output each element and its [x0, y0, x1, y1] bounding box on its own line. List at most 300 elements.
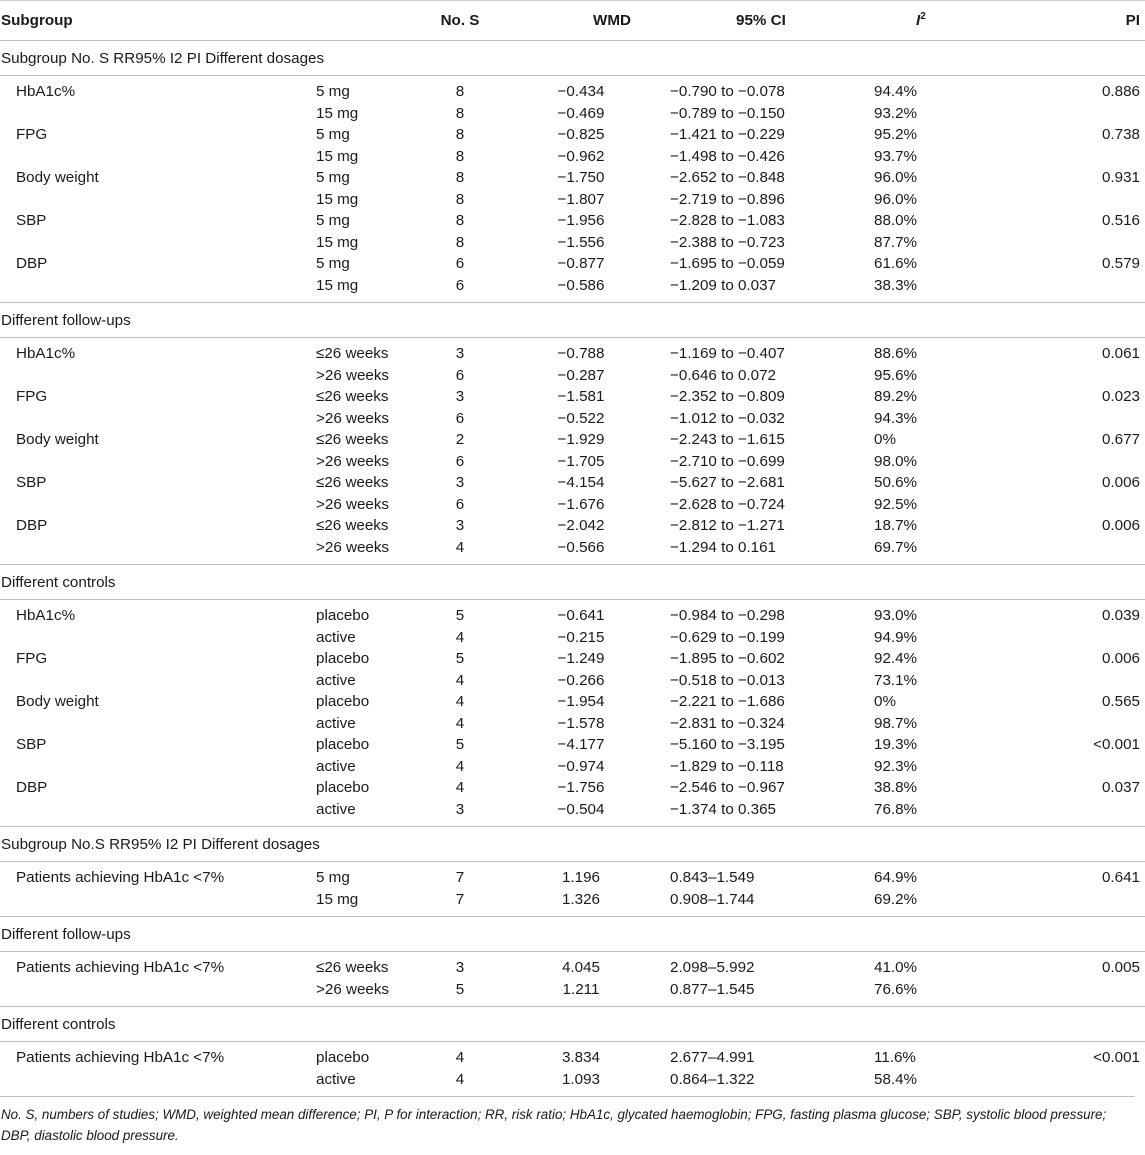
table-row: [0, 429, 1145, 451]
subgroup-level: 15 mg: [316, 147, 359, 165]
number-of-studies: 4: [455, 628, 465, 646]
p-interaction-value: 0.061: [1101, 345, 1140, 362]
subgroup-level: active: [316, 800, 356, 818]
p-interaction-value: 0.005: [1101, 959, 1140, 976]
number-of-studies: 4: [455, 714, 465, 732]
table-row: [0, 952, 1145, 979]
wmd-value: −2.042: [557, 517, 605, 534]
number-of-studies: 2: [455, 431, 465, 448]
outcome-label: [0, 756, 300, 778]
confidence-interval: −2.388 to −0.723: [670, 233, 785, 251]
p-interaction-value: 0.641: [1101, 869, 1140, 886]
subgroup-level: ≤26 weeks: [316, 517, 389, 534]
i-squared-value: 0%: [874, 693, 896, 710]
p-interaction-value: [995, 889, 1145, 917]
wmd-value: −1.807: [557, 190, 605, 208]
section-title: Subgroup No. S RR95% I2 PI Different dosages: [0, 41, 1145, 76]
p-interaction-value: [995, 408, 1145, 430]
wmd-value: −1.581: [557, 388, 605, 405]
p-interaction-value: [995, 1069, 1145, 1097]
number-of-studies: 4: [455, 671, 465, 689]
wmd-value: 1.093: [561, 1070, 600, 1088]
i-squared-value: 38.8%: [874, 779, 918, 796]
table-row: [0, 124, 1145, 146]
section-header-row: [0, 303, 1145, 338]
wmd-value: −0.586: [557, 276, 605, 294]
p-interaction-value: 0.037: [1101, 779, 1140, 796]
number-of-studies: 8: [455, 104, 465, 122]
confidence-interval: −0.790 to −0.078: [670, 83, 785, 100]
p-interaction-value: [995, 103, 1145, 125]
section-header-row: [0, 41, 1145, 76]
confidence-interval: −0.629 to −0.199: [670, 628, 785, 646]
confidence-interval: −2.719 to −0.896: [670, 190, 785, 208]
number-of-studies: 4: [455, 779, 465, 796]
confidence-interval: −2.831 to −0.324: [670, 714, 785, 732]
subgroup-level: 5 mg: [316, 869, 350, 886]
number-of-studies: 5: [455, 650, 465, 667]
i-squared-value: 94.3%: [874, 409, 918, 427]
subgroup-level: >26 weeks: [316, 538, 390, 556]
table-row: [0, 734, 1145, 756]
subgroup-level: active: [316, 1070, 356, 1088]
wmd-value: −1.705: [557, 452, 605, 470]
p-interaction-value: 0.579: [1101, 255, 1140, 272]
subgroup-level: placebo: [316, 736, 370, 753]
table-row: [0, 691, 1145, 713]
outcome-label: SBP: [16, 736, 47, 753]
number-of-studies: 4: [455, 757, 465, 775]
table-row: [0, 862, 1145, 889]
section-header-row: [0, 565, 1145, 600]
table-row: [0, 1042, 1145, 1069]
table-row: [0, 386, 1145, 408]
outcome-label: Patients achieving HbA1c <7%: [16, 959, 225, 976]
section-header-row: [0, 827, 1145, 862]
i-squared-value: 88.0%: [874, 212, 918, 229]
outcome-label: SBP: [16, 474, 47, 491]
wmd-value: −4.177: [557, 736, 605, 753]
confidence-interval: 0.877–1.545: [670, 980, 755, 998]
i-squared-value: 96.0%: [874, 190, 918, 208]
subgroup-level: active: [316, 628, 356, 646]
confidence-interval: −5.627 to −2.681: [670, 474, 785, 491]
i-squared-value: 19.3%: [874, 736, 918, 753]
i-squared-value: 64.9%: [874, 869, 918, 886]
subgroup-level: 5 mg: [316, 126, 350, 143]
i-squared-value: 93.7%: [874, 147, 918, 165]
outcome-label: Patients achieving HbA1c <7%: [16, 869, 225, 886]
outcome-label: Body weight: [16, 169, 99, 186]
table-row: [0, 451, 1145, 473]
subgroup-level: ≤26 weeks: [316, 388, 389, 405]
number-of-studies: 4: [455, 538, 465, 556]
number-of-studies: 7: [455, 869, 465, 886]
subgroup-level: active: [316, 757, 356, 775]
i-squared-value: 38.3%: [874, 276, 918, 294]
outcome-label: SBP: [16, 212, 47, 229]
subgroup-level: 15 mg: [316, 276, 359, 294]
subgroup-level: 15 mg: [316, 890, 359, 908]
outcome-label: DBP: [16, 779, 48, 796]
confidence-interval: −2.812 to −1.271: [670, 517, 785, 534]
wmd-value: −1.756: [557, 779, 605, 796]
wmd-value: −1.929: [557, 431, 605, 448]
p-interaction-value: [995, 627, 1145, 649]
i-squared-value: 58.4%: [874, 1070, 918, 1088]
subgroup-level: 15 mg: [316, 233, 359, 251]
table-header: [0, 1, 1145, 41]
p-interaction-value: 0.006: [1101, 474, 1140, 491]
number-of-studies: 8: [455, 126, 465, 143]
number-of-studies: 6: [455, 409, 465, 427]
number-of-studies: 3: [455, 800, 465, 818]
wmd-value: −1.556: [557, 233, 605, 251]
header-i-squared-exponent: 2: [920, 11, 926, 23]
wmd-value: −0.877: [557, 255, 605, 272]
wmd-value: −0.962: [557, 147, 605, 165]
table-row: [0, 146, 1145, 168]
table-row: [0, 713, 1145, 735]
i-squared-value: 0%: [874, 431, 896, 448]
wmd-value: 3.834: [561, 1049, 600, 1066]
outcome-label: [0, 670, 300, 692]
wmd-value: −1.249: [557, 650, 605, 667]
outcome-label: Body weight: [16, 693, 99, 710]
section-header-row: [0, 1007, 1145, 1042]
table-row: [0, 889, 1145, 917]
outcome-label: [0, 889, 300, 917]
table-row: [0, 1069, 1145, 1097]
subgroup-level: >26 weeks: [316, 452, 390, 470]
number-of-studies: 8: [455, 233, 465, 251]
table-row: [0, 600, 1145, 627]
number-of-studies: 6: [455, 255, 465, 272]
confidence-interval: −2.352 to −0.809: [670, 388, 785, 405]
confidence-interval: −2.243 to −1.615: [670, 431, 785, 448]
confidence-interval: −2.710 to −0.699: [670, 452, 785, 470]
i-squared-value: 41.0%: [874, 959, 918, 976]
section-title: Different follow-ups: [0, 303, 1145, 338]
wmd-value: −1.676: [557, 495, 605, 513]
wmd-value: −1.954: [557, 693, 605, 710]
subgroup-level: active: [316, 671, 356, 689]
subgroup-level: placebo: [316, 650, 370, 667]
section-title: Subgroup No.S RR95% I2 PI Different dosages: [0, 827, 1145, 862]
i-squared-value: 73.1%: [874, 671, 918, 689]
header-level: [300, 1, 430, 41]
i-squared-value: 61.6%: [874, 255, 918, 272]
number-of-studies: 5: [455, 607, 465, 624]
outcome-label: [0, 494, 300, 516]
outcome-label: [0, 146, 300, 168]
subgroup-level: >26 weeks: [316, 409, 390, 427]
number-of-studies: 5: [455, 736, 465, 753]
number-of-studies: 8: [455, 147, 465, 165]
wmd-value: −0.215: [557, 628, 605, 646]
table-row: [0, 365, 1145, 387]
table-row: [0, 777, 1145, 799]
outcome-label: HbA1c%: [16, 83, 76, 100]
confidence-interval: 2.098–5.992: [670, 959, 755, 976]
outcome-label: [0, 189, 300, 211]
wmd-value: −0.504: [557, 800, 605, 818]
number-of-studies: 3: [455, 474, 465, 491]
i-squared-value: 95.2%: [874, 126, 918, 143]
table-row: [0, 167, 1145, 189]
subgroup-level: 5 mg: [316, 169, 350, 186]
p-interaction-value: 0.516: [1101, 212, 1140, 229]
subgroup-level: 15 mg: [316, 190, 359, 208]
number-of-studies: 3: [455, 517, 465, 534]
i-squared-value: 92.4%: [874, 650, 918, 667]
i-squared-value: 76.6%: [874, 980, 918, 998]
number-of-studies: 6: [455, 452, 465, 470]
i-squared-value: 69.2%: [874, 890, 918, 908]
table-row: [0, 232, 1145, 254]
p-interaction-value: [995, 670, 1145, 692]
outcome-label: HbA1c%: [16, 345, 76, 362]
outcome-label: [0, 365, 300, 387]
outcome-label: DBP: [16, 255, 48, 272]
p-interaction-value: [995, 979, 1145, 1007]
p-interaction-value: 0.886: [1101, 83, 1140, 100]
confidence-interval: −2.828 to −1.083: [670, 212, 785, 229]
outcome-label: [0, 275, 300, 303]
header-pi: PI: [995, 1, 1145, 41]
subgroup-level: ≤26 weeks: [316, 345, 389, 362]
outcome-label: [0, 408, 300, 430]
table-row: [0, 756, 1145, 778]
subgroup-level: >26 weeks: [316, 980, 390, 998]
table-row: [0, 210, 1145, 232]
p-interaction-value: [995, 451, 1145, 473]
outcome-label: [0, 537, 300, 565]
table-row: [0, 670, 1145, 692]
subgroup-level: active: [316, 714, 356, 732]
outcome-label: Body weight: [16, 431, 99, 448]
outcome-label: [0, 627, 300, 649]
confidence-interval: −1.498 to −0.426: [670, 147, 785, 165]
wmd-value: −0.287: [557, 366, 605, 384]
table-footnote: No. S, numbers of studies; WMD, weighted mean difference; PI, P for interaction; RR, risk ratio; HbA1c, glycated haemoglobin; FPG, fasting plasma glucose; SBP, systolic blood pressure; DBP, diastolic blood pressure.: [0, 1096, 1135, 1146]
confidence-interval: −1.169 to −0.407: [670, 345, 785, 362]
i-squared-value: 94.9%: [874, 628, 918, 646]
confidence-interval: −1.209 to 0.037: [670, 276, 776, 294]
confidence-interval: 0.908–1.744: [670, 890, 755, 908]
i-squared-value: 87.7%: [874, 233, 918, 251]
p-interaction-value: [995, 756, 1145, 778]
outcome-label: [0, 1069, 300, 1097]
table-row: [0, 537, 1145, 565]
outcome-label: Patients achieving HbA1c <7%: [16, 1049, 225, 1066]
p-interaction-value: [995, 146, 1145, 168]
p-interaction-value: [995, 537, 1145, 565]
table-row: [0, 103, 1145, 125]
outcome-label: [0, 103, 300, 125]
table-body: [0, 41, 1145, 1097]
header-number-of-studies: No. S: [430, 1, 530, 41]
table-row: [0, 189, 1145, 211]
wmd-value: 1.211: [562, 980, 600, 998]
p-interaction-value: [995, 365, 1145, 387]
number-of-studies: 4: [455, 1070, 465, 1088]
outcome-label: [0, 979, 300, 1007]
p-interaction-value: 0.565: [1101, 693, 1140, 710]
subgroup-level: placebo: [316, 779, 370, 796]
table-row: [0, 627, 1145, 649]
confidence-interval: −1.374 to 0.365: [670, 800, 776, 818]
confidence-interval: −2.221 to −1.686: [670, 693, 785, 710]
i-squared-value: 92.3%: [874, 757, 918, 775]
outcome-label: FPG: [16, 388, 48, 405]
i-squared-value: 88.6%: [874, 345, 918, 362]
number-of-studies: 4: [455, 1049, 465, 1066]
confidence-interval: −2.546 to −0.967: [670, 779, 785, 796]
wmd-value: 1.196: [561, 869, 600, 886]
confidence-interval: −1.421 to −0.229: [670, 126, 785, 143]
confidence-interval: −1.829 to −0.118: [670, 757, 784, 775]
i-squared-value: 98.0%: [874, 452, 918, 470]
p-interaction-value: 0.006: [1101, 517, 1140, 534]
wmd-value: −0.825: [557, 126, 605, 143]
subgroup-level: >26 weeks: [316, 366, 390, 384]
i-squared-value: 98.7%: [874, 714, 918, 732]
number-of-studies: 5: [455, 980, 465, 998]
outcome-label: [0, 451, 300, 473]
number-of-studies: 3: [455, 345, 465, 362]
wmd-value: −0.434: [557, 83, 605, 100]
subgroup-level: ≤26 weeks: [316, 474, 389, 491]
wmd-value: −0.641: [557, 607, 605, 624]
wmd-value: −1.578: [557, 714, 605, 732]
wmd-value: 1.326: [561, 890, 600, 908]
wmd-value: −0.788: [557, 345, 605, 362]
p-interaction-value: [995, 189, 1145, 211]
i-squared-value: 11.6%: [874, 1049, 916, 1066]
table-row: [0, 253, 1145, 275]
p-interaction-value: <0.001: [1093, 736, 1140, 753]
i-squared-value: 89.2%: [874, 388, 918, 405]
wmd-value: 4.045: [561, 959, 600, 976]
section-header-row: [0, 917, 1145, 952]
i-squared-value: 50.6%: [874, 474, 918, 491]
p-interaction-value: <0.001: [1093, 1049, 1140, 1066]
p-interaction-value: [995, 232, 1145, 254]
number-of-studies: 8: [455, 190, 465, 208]
number-of-studies: 6: [455, 366, 465, 384]
confidence-interval: −0.646 to 0.072: [670, 366, 776, 384]
outcome-label: FPG: [16, 126, 48, 143]
i-squared-value: 96.0%: [874, 169, 918, 186]
table-row: [0, 799, 1145, 827]
subgroup-level: >26 weeks: [316, 495, 390, 513]
wmd-value: −0.566: [557, 538, 605, 556]
section-title: Different follow-ups: [0, 917, 1145, 952]
confidence-interval: 0.843–1.549: [670, 869, 755, 886]
subgroup-level: 5 mg: [316, 212, 350, 229]
confidence-interval: −0.789 to −0.150: [670, 104, 785, 122]
section-title: Different controls: [0, 565, 1145, 600]
confidence-interval: −1.294 to 0.161: [670, 538, 776, 556]
subgroup-level: placebo: [316, 1049, 370, 1066]
table-row: [0, 338, 1145, 365]
table-row: [0, 76, 1145, 103]
p-interaction-value: [995, 713, 1145, 735]
number-of-studies: 8: [455, 212, 465, 229]
p-interaction-value: 0.931: [1101, 169, 1140, 186]
subgroup-level: 5 mg: [316, 255, 350, 272]
wmd-value: −0.974: [557, 757, 605, 775]
table-row: [0, 515, 1145, 537]
wmd-value: −0.266: [557, 671, 605, 689]
number-of-studies: 7: [455, 890, 465, 908]
p-interaction-value: [995, 275, 1145, 303]
i-squared-value: 93.0%: [874, 607, 918, 624]
outcome-label: DBP: [16, 517, 48, 534]
section-title: Different controls: [0, 1007, 1145, 1042]
wmd-value: −0.469: [557, 104, 605, 122]
header-i-squared: [825, 1, 995, 41]
table-row: [0, 275, 1145, 303]
confidence-interval: −1.012 to −0.032: [670, 409, 785, 427]
outcome-label: [0, 713, 300, 735]
p-interaction-value: [995, 799, 1145, 827]
i-squared-value: 92.5%: [874, 495, 918, 513]
wmd-value: −0.522: [557, 409, 605, 427]
wmd-value: −1.956: [557, 212, 605, 229]
table-row: [0, 648, 1145, 670]
confidence-interval: −1.895 to −0.602: [670, 650, 785, 667]
header-i-squared-letter: I: [916, 12, 921, 30]
p-interaction-value: 0.738: [1101, 126, 1140, 143]
i-squared-value: 69.7%: [874, 538, 918, 556]
i-squared-value: 94.4%: [874, 83, 918, 100]
confidence-interval: −5.160 to −3.195: [670, 736, 785, 753]
subgroup-level: placebo: [316, 693, 370, 710]
outcome-label: HbA1c%: [16, 607, 76, 624]
subgroup-level: 5 mg: [316, 83, 350, 100]
header-wmd: WMD: [530, 1, 640, 41]
p-interaction-value: 0.039: [1101, 607, 1140, 624]
number-of-studies: 6: [455, 495, 465, 513]
subgroup-level: placebo: [316, 607, 370, 624]
table-row: [0, 494, 1145, 516]
header-subgroup: Subgroup: [0, 1, 300, 41]
confidence-interval: −1.695 to −0.059: [670, 255, 785, 272]
header-ci: 95% CI: [640, 1, 825, 41]
outcome-label: [0, 799, 300, 827]
number-of-studies: 6: [455, 276, 465, 294]
outcome-label: [0, 232, 300, 254]
subgroup-level: ≤26 weeks: [316, 959, 389, 976]
subgroup-level: 15 mg: [316, 104, 359, 122]
table-row: [0, 408, 1145, 430]
number-of-studies: 3: [455, 388, 465, 405]
confidence-interval: −2.628 to −0.724: [670, 495, 785, 513]
confidence-interval: 2.677–4.991: [670, 1049, 755, 1066]
number-of-studies: 3: [455, 959, 465, 976]
confidence-interval: −0.518 to −0.013: [670, 671, 785, 689]
p-interaction-value: [995, 494, 1145, 516]
confidence-interval: 0.864–1.322: [670, 1070, 755, 1088]
i-squared-value: 76.8%: [874, 800, 918, 818]
number-of-studies: 4: [455, 693, 465, 710]
subgroup-level: ≤26 weeks: [316, 431, 389, 448]
number-of-studies: 8: [455, 169, 465, 186]
i-squared-value: 93.2%: [874, 104, 918, 122]
confidence-interval: −0.984 to −0.298: [670, 607, 785, 624]
